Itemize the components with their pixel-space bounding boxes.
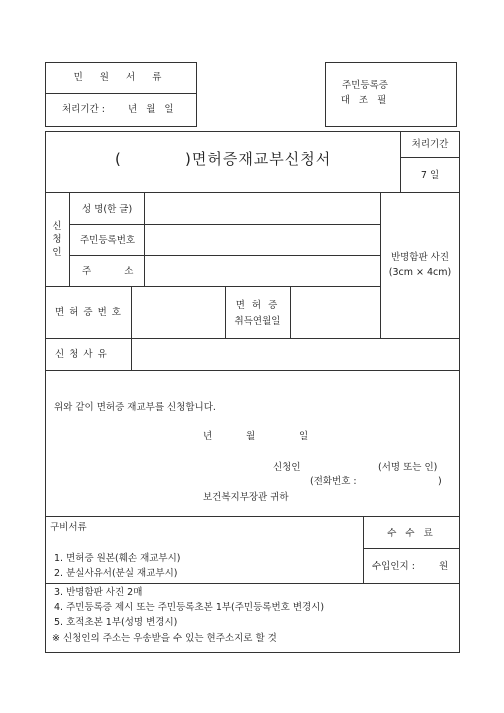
document-item: 2. 분실사유서(분실 재교부시) — [54, 568, 178, 579]
applicant-group-label — [45, 220, 69, 259]
license-date-line1: 면 허 증 — [235, 300, 280, 311]
phone-label: (전화번호 : — [310, 476, 357, 487]
period-value: 7 일 — [420, 170, 440, 181]
phone-close: ) — [438, 476, 442, 487]
fee-label: 수 수 료 — [387, 528, 436, 539]
date-year: 년 — [203, 431, 213, 442]
document-item: 1. 면허증 원본(훼손 재교부시) — [54, 553, 181, 564]
divider — [45, 583, 363, 584]
divider — [400, 157, 460, 158]
divider — [131, 338, 132, 370]
form-title: )면허증재교부신청서 — [185, 150, 332, 168]
rrn-label: 주민등록번호 — [80, 235, 136, 246]
id-check-line1: 주민등록증 — [342, 80, 388, 91]
divider — [45, 370, 460, 371]
divider — [225, 286, 226, 338]
title-open-paren: ( — [115, 150, 122, 168]
divider — [363, 516, 364, 583]
applicant-group-text: 신청인 — [52, 221, 62, 258]
document-note: ※ 신청인의 주소는 우송받을 수 있는 현주소지로 할 것 — [52, 633, 277, 644]
address-label: 주 소 — [82, 266, 134, 277]
document-item: 5. 호적초본 1부(성명 변경시) — [54, 617, 178, 628]
divider — [45, 338, 460, 339]
stamp-unit: 원 — [439, 561, 449, 572]
period-label: 처리기간 — [411, 139, 449, 150]
processing-value: 년 월 일 — [128, 104, 177, 115]
divider — [380, 192, 381, 338]
photo-line2: (3cm × 4cm) — [388, 267, 452, 278]
divider — [131, 286, 132, 338]
date-month: 월 — [246, 431, 256, 442]
divider — [45, 192, 460, 193]
sign-label: (서명 또는 인) — [378, 462, 438, 473]
divider — [45, 286, 380, 287]
divider — [290, 286, 291, 338]
divider — [69, 192, 70, 286]
recipient: 보건복지부장관 귀하 — [203, 492, 289, 503]
civil-docs-label: 민 원 서 류 — [73, 72, 169, 83]
stamp-label: 수입인지 : — [372, 561, 415, 572]
documents-heading: 구비서류 — [50, 522, 87, 533]
license-number-label: 면 허 증 번 호 — [55, 307, 122, 318]
divider — [69, 255, 380, 256]
id-check-line2: 대 조 필 — [340, 95, 390, 106]
applicant-sign-label: 신청인 — [273, 462, 301, 473]
statement-text: 위와 같이 면허증 재교부를 신청합니다. — [54, 402, 216, 413]
processing-label: 처리기간 : — [62, 104, 105, 115]
photo-line1: 반명함판 사진 — [390, 252, 450, 263]
license-date-line2: 취득연월일 — [234, 316, 281, 327]
name-label: 성 명(한 글) — [82, 204, 133, 215]
document-item: 3. 반명함판 사진 2매 — [54, 587, 143, 598]
divider — [45, 93, 197, 94]
reason-label: 신 청 사 유 — [55, 349, 108, 360]
date-day: 일 — [299, 431, 309, 442]
divider — [144, 192, 145, 286]
divider — [69, 224, 380, 225]
divider — [45, 516, 460, 517]
document-item: 4. 주민등록증 제시 또는 주민등록초본 1부(주민등록번호 변경시) — [54, 602, 325, 613]
divider — [363, 583, 460, 584]
divider — [363, 548, 460, 549]
